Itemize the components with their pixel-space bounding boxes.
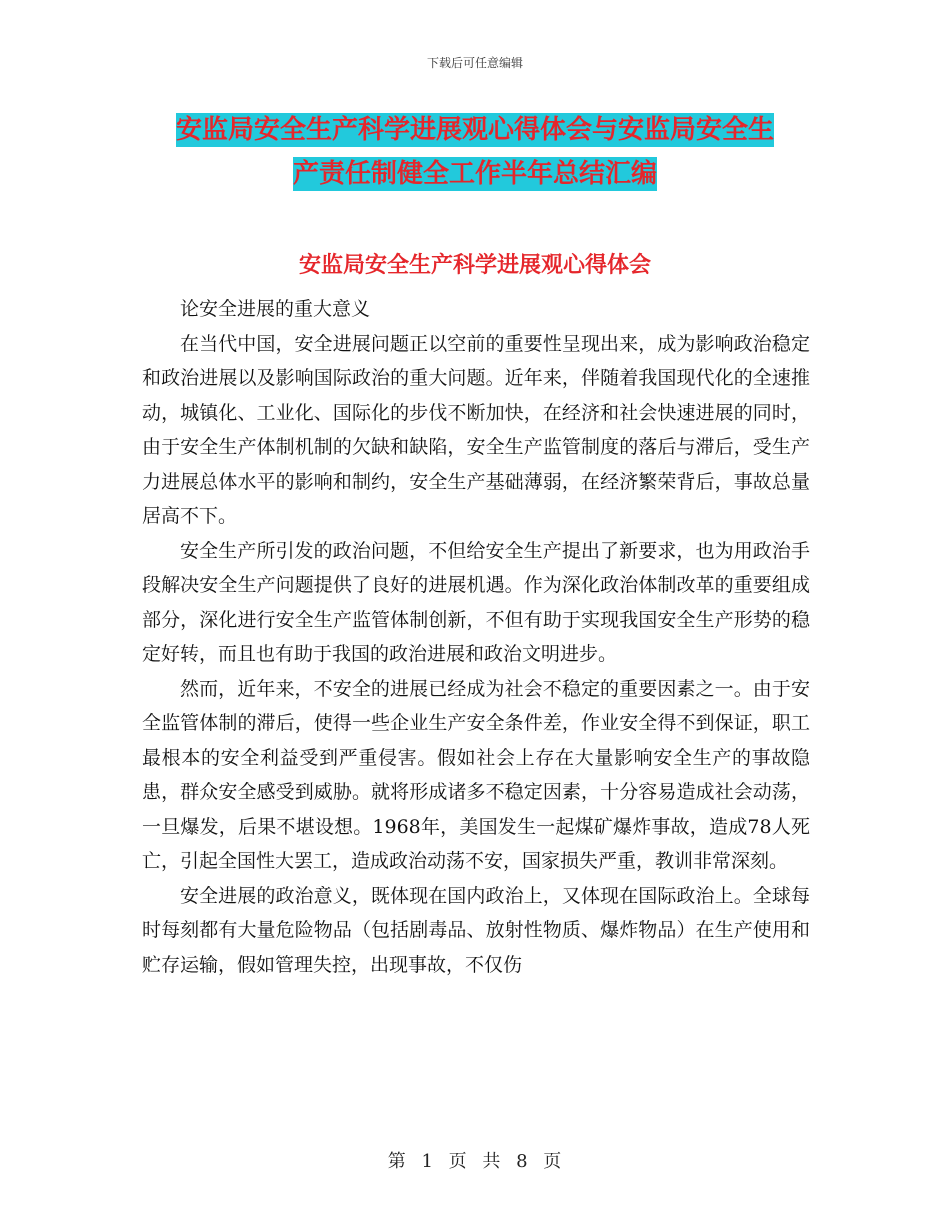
document-title [140, 108, 810, 196]
footer-total-pages: 8 [516, 1151, 529, 1172]
paragraph: 安全进展的政治意义，既体现在国内政治上，又体现在国际政治上。全球每时每刻都有大量危险物品（包括剧毒品、放射性物质、爆炸物品）在生产使用和贮存运输，假如管理失控，出现事故，不仅伤 [142, 884, 810, 976]
header-note: 下载后可任意编辑 [426, 56, 523, 70]
section-title: 安监局安全生产科学进展观心得体会 [298, 253, 651, 278]
paragraph: 安全生产所引发的政治问题，不但给安全生产提出了新要求，也为用政治手段解决安全生产问题提供了良好的进展机遇。作为深化政治体制改革的重要组成部分，深化进行安全生产监管体制创新，不但有助于实现我国安全生产形势的稳定好转，而且也有助于我国的政治进展和政治文明进步。 [142, 539, 810, 665]
paragraph: 然而，近年来，不安全的进展已经成为社会不稳定的重要因素之一。由于安全监管体制的滞后，使得一些企业生产安全条件差，作业安全得不到保证，职工最根本的安全利益受到严重侵害。假如社会上存在大量影响安全生产的事故隐患，群众安全感受到威胁。就将形成诸多不稳定因素，十分容易造成社会动荡，一旦爆发，后果不堪设想。1968年，美国发生一起煤矿爆炸事故，造成78人死亡，引起全国性大罢工，造成政治动荡不安，国家损失严重，教训非常深刻。 [142, 677, 810, 872]
page-footer [0, 1147, 950, 1173]
paragraph: 在当代中国，安全进展问题正以空前的重要性呈现出来，成为影响政治稳定和政治进展以及影响国际政治的重大问题。近年来，伴随着我国现代化的全速推动，城镇化、工业化、国际化的步伐不断加快，在经济和社会快速进展的同时，由于安全生产体制机制的欠缺和缺陷，安全生产监管制度的落后与滞后，受生产力进展总体水平的影响和制约，安全生产基础薄弱，在经济繁荣背后，事故总量居高不下。 [142, 332, 810, 527]
footer-total-label: 共 [482, 1151, 502, 1172]
footer-prefix: 第 [387, 1151, 407, 1172]
footer-page-number: 1 [421, 1151, 434, 1172]
document-title-line-1: 安监局安全生产科学进展观心得体会与安监局安全生 [175, 115, 774, 145]
footer-suffix: 页 [543, 1151, 563, 1172]
paragraph-subtitle: 论安全进展的重大意义 [180, 298, 371, 320]
footer-page-label: 页 [448, 1151, 468, 1172]
document-title-line-2: 产责任制健全工作半年总结汇编 [292, 159, 657, 189]
document-body [142, 292, 810, 982]
